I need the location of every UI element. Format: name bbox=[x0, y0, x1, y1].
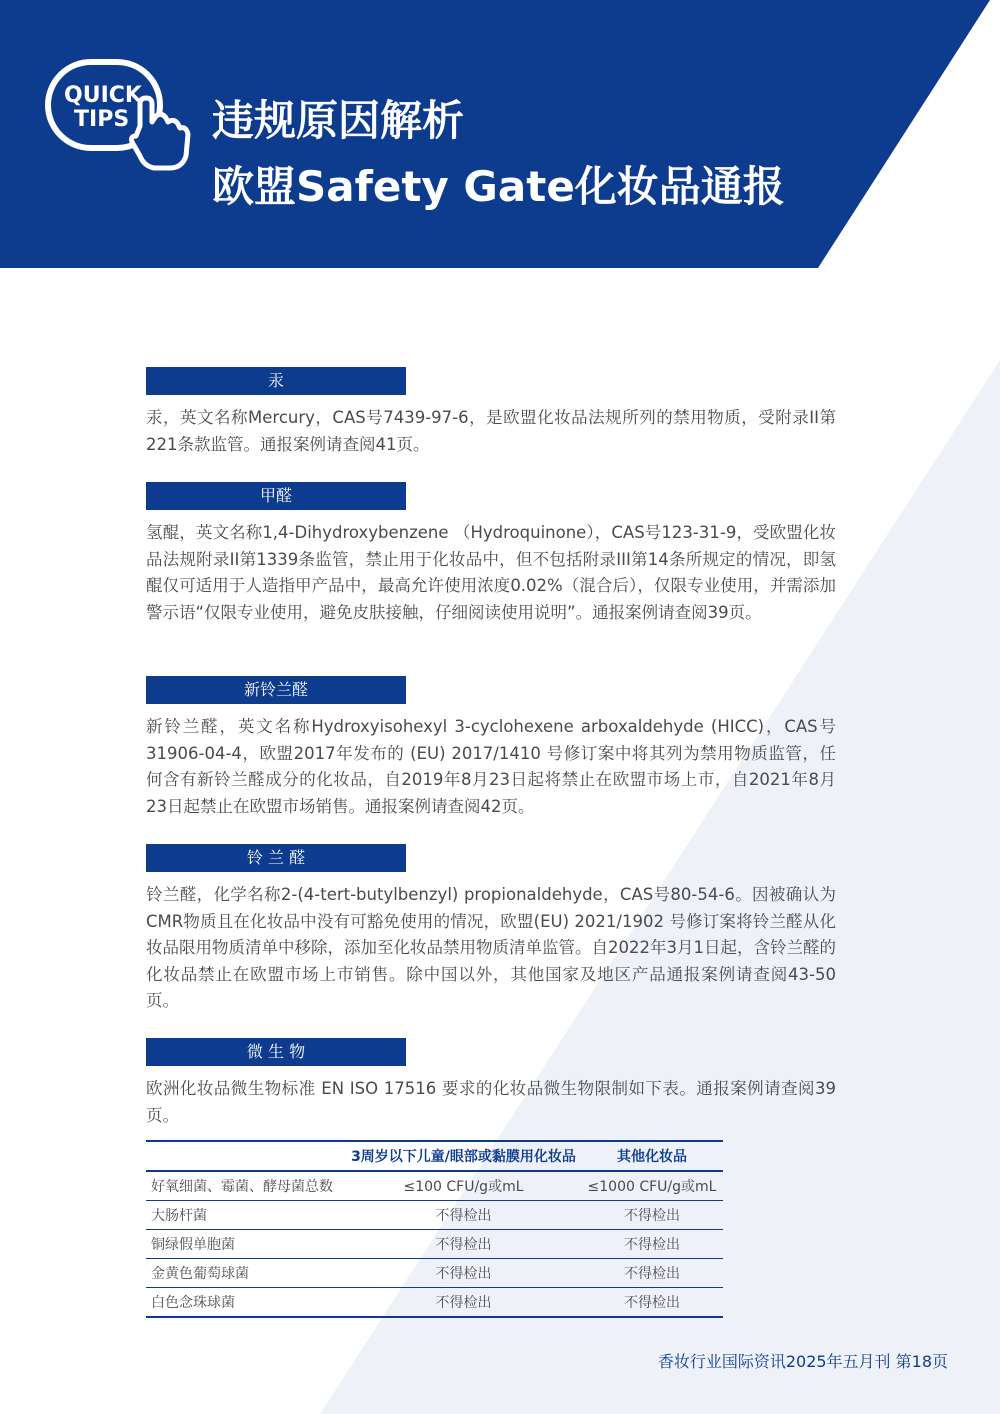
table-cell: 不得检出 bbox=[581, 1230, 723, 1259]
section-text-mercury: 汞，英文名称Mercury，CAS号7439-97-6，是欧盟化妆品法规所列的禁用物质，受附录II第221条款监管。通报案例请查阅41页。 bbox=[146, 408, 836, 454]
table-header-row bbox=[146, 1141, 723, 1171]
section-tag-formaldehyde: 甲醛 bbox=[146, 482, 406, 510]
table-cell: 铜绿假单胞菌 bbox=[146, 1230, 346, 1259]
table-cell: 不得检出 bbox=[581, 1288, 723, 1318]
quick-tips-logo bbox=[44, 56, 194, 174]
table-cell: 白色念珠球菌 bbox=[146, 1288, 346, 1318]
table-cell: ≤100 CFU/g或mL bbox=[346, 1171, 581, 1201]
section-tag-mercury: 汞 bbox=[146, 367, 406, 395]
table-header: 其他化妆品 bbox=[581, 1141, 723, 1171]
table-cell: 金黄色葡萄球菌 bbox=[146, 1259, 346, 1288]
table-cell: 不得检出 bbox=[346, 1230, 581, 1259]
table-row bbox=[146, 1288, 723, 1318]
table-cell: ≤1000 CFU/g或mL bbox=[581, 1171, 723, 1201]
table-row bbox=[146, 1171, 723, 1201]
table-cell: 不得检出 bbox=[581, 1201, 723, 1230]
table-row bbox=[146, 1259, 723, 1288]
section-tag-lilial: 铃 兰 醛 bbox=[146, 844, 406, 872]
section-tag-microbes: 微 生 物 bbox=[146, 1038, 406, 1066]
section-text-hicc: 新铃兰醛，英文名称Hydroxyisohexyl 3-cyclohexene arboxaldehyde (HICC)，CAS号31906-04-4，欧盟2017年发布的 (EU) 2017/1410 号修订案中将其列为禁用物质监管，任何含有新铃兰醛成分的化妆品，自2019年8月23日起将禁止在欧盟市场上市，自2021年8月23日起禁止在欧盟市场销售。通报案例请查阅42页。 bbox=[146, 717, 836, 816]
table-row bbox=[146, 1201, 723, 1230]
section-tag-hicc: 新铃兰醛 bbox=[146, 676, 406, 704]
table-cell: 不得检出 bbox=[581, 1259, 723, 1288]
section-text-microbes: 欧洲化妆品微生物标准 EN ISO 17516 要求的化妆品微生物限制如下表。通报案例请查阅39页。 bbox=[146, 1079, 836, 1125]
logo-text-quick: QUICK bbox=[64, 83, 142, 108]
section-text-formaldehyde: 氢醌，英文名称1,4-Dihydroxybenzene （Hydroquinone），CAS号123-31-9，受欧盟化妆品法规附录II第1339条监管，禁止用于化妆品中，但不包括附录III第14条所规定的情况，即氢醌仅可适用于人造指甲产品中，最高允许使用浓度0.02%（混合后），仅限专业使用，并需添加警示语“仅限专业使用，避免皮肤接触，仔细阅读使用说明”。通报案例请查阅39页。 bbox=[146, 523, 836, 622]
table-header: 3周岁以下儿童/眼部或黏膜用化妆品 bbox=[346, 1141, 581, 1171]
page-title-line1: 违规原因解析 bbox=[212, 96, 465, 145]
table-cell: 不得检出 bbox=[346, 1259, 581, 1288]
table-cell: 大肠杆菌 bbox=[146, 1201, 346, 1230]
page-title-line2: 欧盟Safety Gate化妆品通报 bbox=[212, 162, 785, 211]
page-footer: 香妆行业国际资讯2025年五月刊 第18页 bbox=[657, 1352, 948, 1371]
table-row bbox=[146, 1230, 723, 1259]
table-cell: 不得检出 bbox=[346, 1201, 581, 1230]
microbe-limits-table bbox=[146, 1140, 723, 1318]
section-text-lilial: 铃兰醛，化学名称2-(4-tert-butylbenzyl) propionaldehyde，CAS号80-54-6。因被确认为CMR物质且在化妆品中没有可豁免使用的情况，欧盟(EU) 2021/1902 号修订案将铃兰醛从化妆品限用物质清单中移除，添加至化妆品禁用物质清单监管。自2022年3月1日起，含铃兰醛的化妆品禁止在欧盟市场上市销售。除中国以外，其他国家及地区产品通报案例请查阅43-50页。 bbox=[146, 885, 836, 1010]
table-cell: 好氧细菌、霉菌、酵母菌总数 bbox=[146, 1171, 346, 1201]
table-cell: 不得检出 bbox=[346, 1288, 581, 1318]
logo-text-tips: TIPS bbox=[74, 107, 130, 132]
table-header bbox=[146, 1141, 346, 1171]
